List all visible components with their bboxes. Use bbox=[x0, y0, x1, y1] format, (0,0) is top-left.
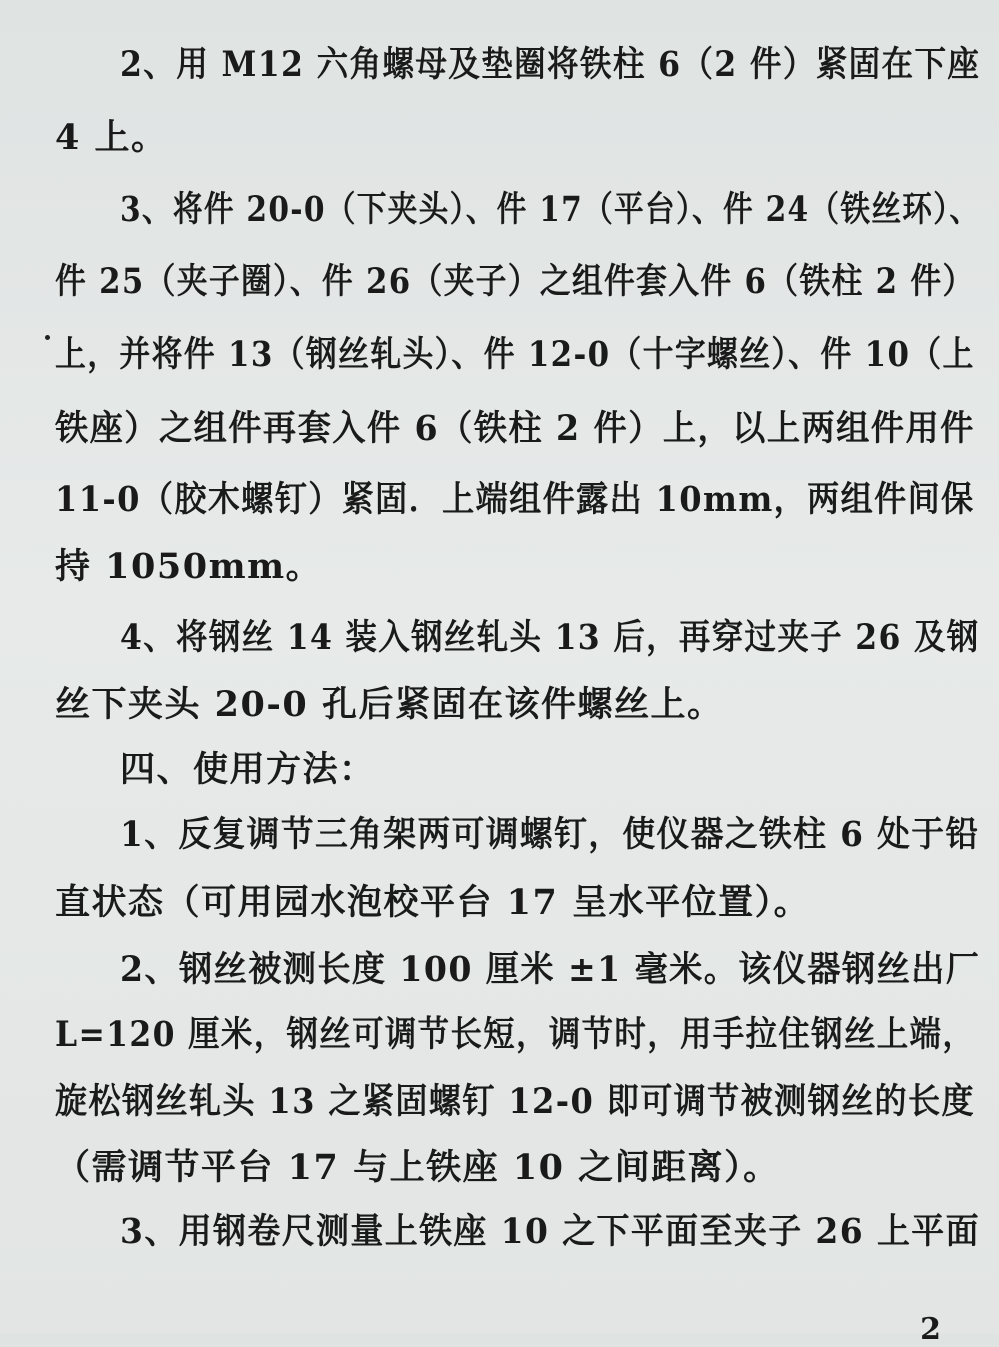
text-line: 2、用 M12 六角螺母及垫圈将铁柱 6（2 件）紧固在下座 bbox=[120, 44, 981, 85]
text-line: （需调节平台 17 与上铁座 10 之间距离）。 bbox=[55, 1147, 780, 1188]
text-line: 丝下夹头 20-0 孔后紧固在该件螺丝上。 bbox=[55, 684, 724, 725]
text-line: 4、将钢丝 14 装入钢丝轧头 13 后，再穿过夹子 26 及钢 bbox=[120, 617, 980, 658]
text-line: 3、将件 20-0（下夹头）、件 17（平台）、件 24（铁丝环）、 bbox=[120, 189, 981, 230]
section-heading: 四、使用方法： bbox=[120, 749, 376, 790]
text-line: 直状态（可用园水泡校平台 17 呈水平位置）。 bbox=[55, 882, 811, 923]
text-line: 上，并将件 13（钢丝轧头）、件 12-0（十字螺丝）、件 10（上 bbox=[55, 334, 975, 375]
page-number: 2 bbox=[920, 1312, 941, 1347]
text-line: 铁座）之组件再套入件 6（铁柱 2 件）上，以上两组件用件 bbox=[55, 408, 975, 449]
margin-dot bbox=[45, 335, 50, 340]
text-line: 持 1050mm。 bbox=[55, 546, 323, 587]
text-line: 4 上。 bbox=[55, 117, 168, 158]
text-line: 11-0（胶木螺钉）紧固．上端组件露出 10mm，两组件间保 bbox=[55, 479, 975, 520]
text-line: 3、用钢卷尺测量上铁座 10 之下平面至夹子 26 上平面 bbox=[120, 1211, 980, 1252]
text-line: 1、反复调节三角架两可调螺钉，使仪器之铁柱 6 处于铅 bbox=[120, 814, 980, 855]
text-line: 旋松钢丝轧头 13 之紧固螺钉 12-0 即可调节被测钢丝的长度 bbox=[55, 1081, 975, 1122]
text-line: L=120 厘米，钢丝可调节长短，调节时，用手拉住钢丝上端， bbox=[55, 1014, 976, 1055]
text-line: 2、钢丝被测长度 100 厘米 ±1 毫米。该仪器钢丝出厂 bbox=[120, 949, 981, 990]
text-line: 件 25（夹子圈）、件 26（夹子）之组件套入件 6（铁柱 2 件） bbox=[55, 261, 975, 302]
